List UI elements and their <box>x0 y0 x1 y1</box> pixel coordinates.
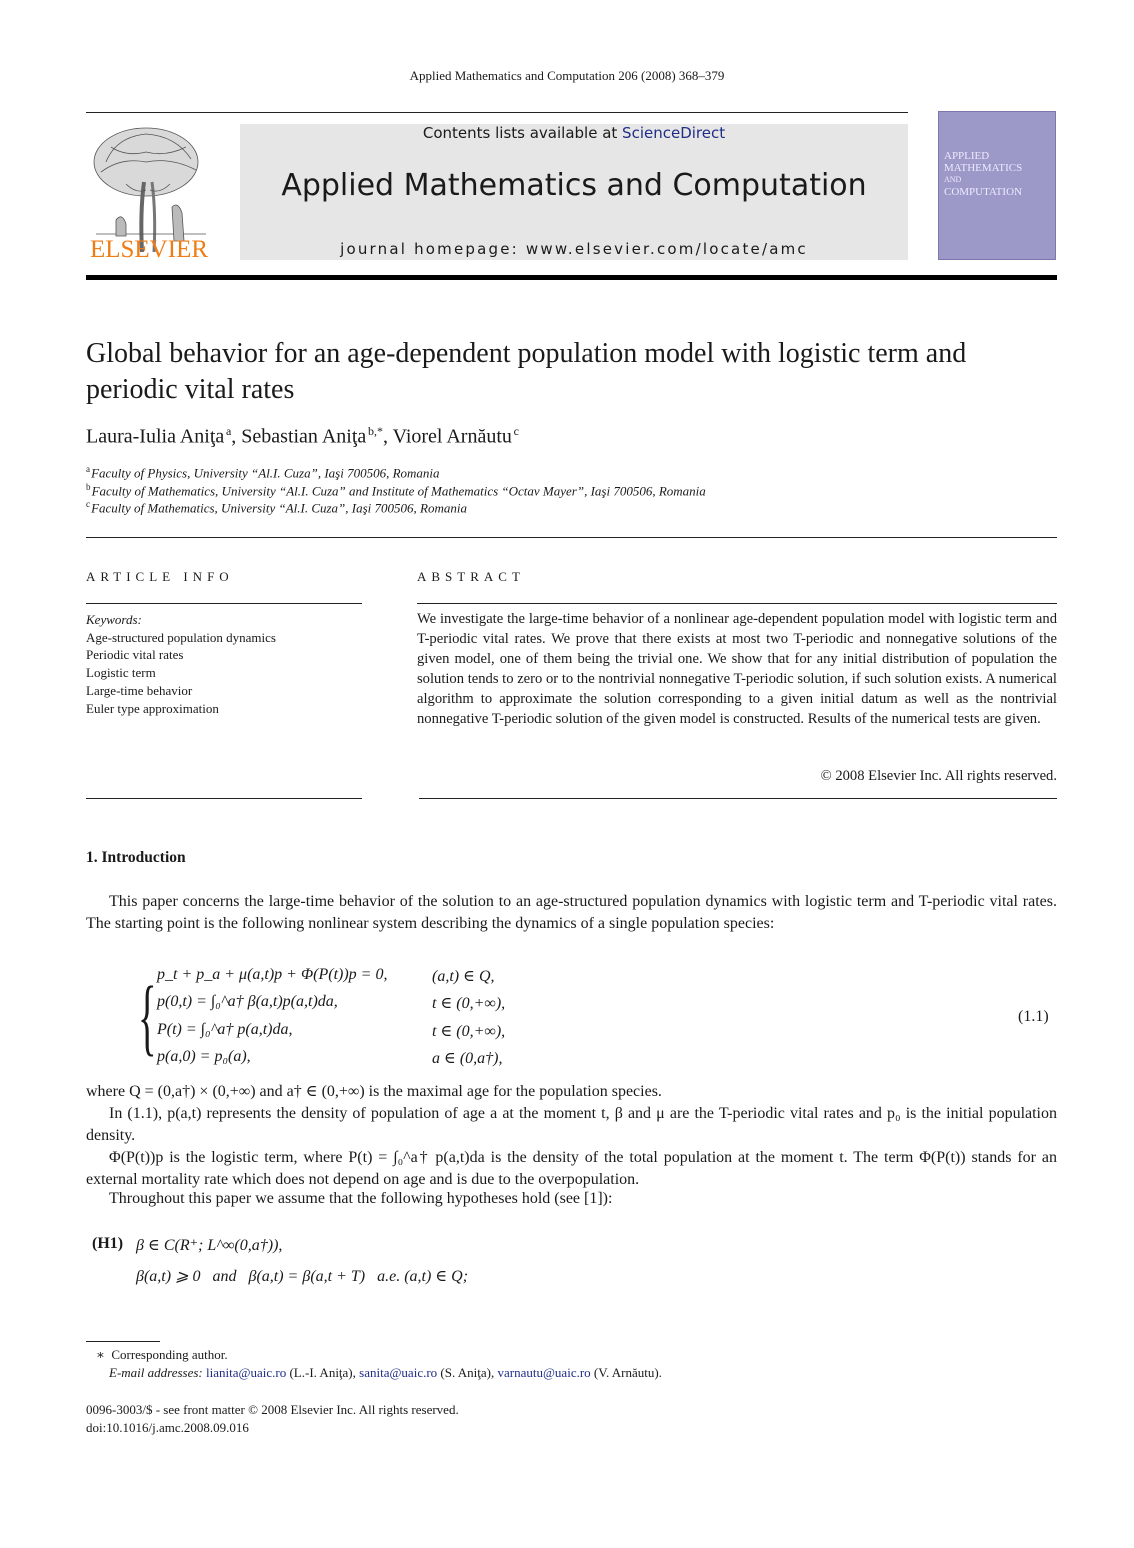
contents-line <box>240 124 908 142</box>
doi[interactable]: doi:10.1016/j.amc.2008.09.016 <box>86 1420 249 1435</box>
cover-line: COMPUTATION <box>944 186 1022 198</box>
author-sup: b,* <box>367 424 383 438</box>
sciencedirect-link[interactable]: ScienceDirect <box>622 124 726 142</box>
corresponding-author-note: ∗ Corresponding author. <box>96 1347 228 1362</box>
section-heading: 1. Introduction <box>86 849 186 866</box>
equation-rhs: t ∈ (0,+∞), <box>432 1023 506 1040</box>
text-line: where Q = (0,a†) × (0,+∞) and a† ∈ (0,+∞) is the maximal age for the population species. <box>86 1083 662 1100</box>
keyword: Age-structured population dynamics <box>86 629 276 645</box>
divider <box>417 603 1057 604</box>
abstract-copyright: © 2008 Elsevier Inc. All rights reserved. <box>820 768 1057 784</box>
cover-line: APPLIED <box>944 150 990 162</box>
article-title: Global behavior for an age-dependent population model with logistic term and periodic vital rates <box>86 338 967 405</box>
cover-title <box>944 150 1044 198</box>
author-name: Sebastian Aniţa <box>241 425 367 448</box>
text-line: Throughout this paper we assume that the following hypotheses hold (see [1]): <box>109 1190 613 1207</box>
email-label: E-mail addresses: <box>109 1365 203 1380</box>
abstract-text: We investigate the large-time behavior of a nonlinear age-dependent population model with logistic term and T-periodic vital rates. We prove that there exists at most two T-periodic and nonnegative solutions of the given model, one of them being the trivial one. We show that for any initial distribution of population the solution tends to zero or to the nontrivial nonnegative T-periodic solution, if such solution exists. A numerical algorithm to approximate the solution corresponding to a given initial datum as well as the nontrivial nonnegative T-periodic solution of the given model is constructed. Results of the numerical tests are given. <box>417 611 1057 727</box>
front-matter-line: 0096-3003/$ - see front matter © 2008 Elsevier Inc. All rights reserved. <box>86 1402 459 1417</box>
elsevier-wordmark: ELSEVIER <box>89 236 209 263</box>
running-head: Applied Mathematics and Computation 206 (2008) 368–379 <box>409 68 725 83</box>
affiliation-sup: c <box>86 499 90 509</box>
divider <box>86 798 362 799</box>
contents-prefix: Contents lists available at <box>422 124 623 142</box>
hypothesis-line: β(a,t) ⩾ 0 and β(a,t) = β(a,t + T) a.e. (a,t) ∈ Q; <box>136 1268 469 1285</box>
hypothesis-line: β ∈ C(R⁺; L^∞(0,a†)), <box>136 1237 283 1254</box>
equation-lhs: P(t) = ∫₀^a† p(a,t)da, <box>157 1021 293 1038</box>
equation-brace: { <box>138 968 157 1064</box>
divider <box>419 798 1057 799</box>
header-rule <box>86 112 908 113</box>
header-thick-rule <box>86 275 1057 280</box>
cover-line: AND <box>944 175 962 184</box>
equation-lhs: p(0,t) = ∫₀^a† β(a,t)p(a,t)da, <box>157 993 338 1010</box>
keywords-block <box>86 611 276 717</box>
footnote-rule <box>86 1341 160 1342</box>
intro-paragraph: This paper concerns the large-time behavior of the solution to an age-structured population dynamics with logistic term and T-periodic vital rates. The starting point is the following nonlinear system describing the dynamics of a single population species: <box>86 893 1057 932</box>
keyword: Euler type approximation <box>86 700 219 716</box>
journal-homepage[interactable]: journal homepage: www.elsevier.com/locate/amc <box>340 240 808 258</box>
equation-lhs: p_t + p_a + μ(a,t)p + Φ(P(t))p = 0, <box>157 966 388 983</box>
text-line: In (1.1), p(a,t) represents the density of population of age a at the moment t, β and μ are the T-periodic vital rates and p₀ is the initial population density. <box>86 1105 1057 1144</box>
affiliation <box>86 464 440 481</box>
keyword: Logistic term <box>86 665 156 681</box>
text-line: Φ(P(t))p is the logistic term, where P(t) = ∫₀^a† p(a,t)da is the density of the total population at the moment t. The term Φ(P(t)) stands for an external mortality rate which does not depend on age and is due to the overpopulation. <box>86 1149 1057 1188</box>
divider <box>86 537 1057 538</box>
email-owner: (V. Arnăutu). <box>593 1365 662 1380</box>
divider <box>86 603 362 604</box>
author-name: Laura-Iulia Aniţa <box>86 425 225 448</box>
affiliation <box>86 499 467 516</box>
email-link[interactable]: lianita@uaic.ro <box>206 1365 287 1380</box>
equation-lhs: p(a,0) = p₀(a), <box>157 1048 251 1065</box>
email-link[interactable]: sanita@uaic.ro <box>359 1365 438 1380</box>
affiliation-text: Faculty of Physics, University “Al.I. Cuza”, Iaşi 700506, Romania <box>91 465 440 481</box>
email-owner: (L.-I. Aniţa), <box>289 1365 356 1380</box>
journal-title: Applied Mathematics and Computation <box>281 168 867 203</box>
affiliation <box>86 482 706 499</box>
keyword: Large-time behavior <box>86 682 193 698</box>
author-name: Viorel Arnăutu <box>392 425 512 448</box>
affiliation-sup: a <box>86 464 90 474</box>
affiliation-text: Faculty of Mathematics, University “Al.I. Cuza” and Institute of Mathematics “Octav Mayer”, Iaşi 700506, Romania <box>91 483 706 499</box>
equation-number: (1.1) <box>1018 1008 1049 1025</box>
keywords-label: Keywords: <box>86 612 142 627</box>
equation-rhs: (a,t) ∈ Q, <box>432 968 495 985</box>
equation-rhs: a ∈ (0,a†), <box>432 1050 503 1067</box>
hypothesis-label: (H1) <box>92 1235 124 1252</box>
article-info-heading: ARTICLE INFO <box>86 569 234 584</box>
affiliation-text: Faculty of Mathematics, University “Al.I. Cuza”, Iaşi 700506, Romania <box>91 500 467 516</box>
keyword: Periodic vital rates <box>86 647 184 663</box>
author-sup: a <box>225 424 232 438</box>
email-owner: (S. Aniţa), <box>440 1365 495 1380</box>
cover-line: MATHEMATICS <box>944 162 1023 174</box>
email-link[interactable]: varnautu@uaic.ro <box>497 1365 591 1380</box>
equation-rhs: t ∈ (0,+∞), <box>432 995 506 1012</box>
affiliation-sup: b <box>86 482 91 492</box>
author-list: Laura-Iulia Aniţa $^a$, Sebastian Aniţa $^{b,*}$, Viorel Arnăutu $^c$ <box>86 424 519 448</box>
email-footnote <box>109 1365 662 1381</box>
abstract-heading: ABSTRACT <box>417 569 525 584</box>
author-sup: c <box>513 424 519 438</box>
